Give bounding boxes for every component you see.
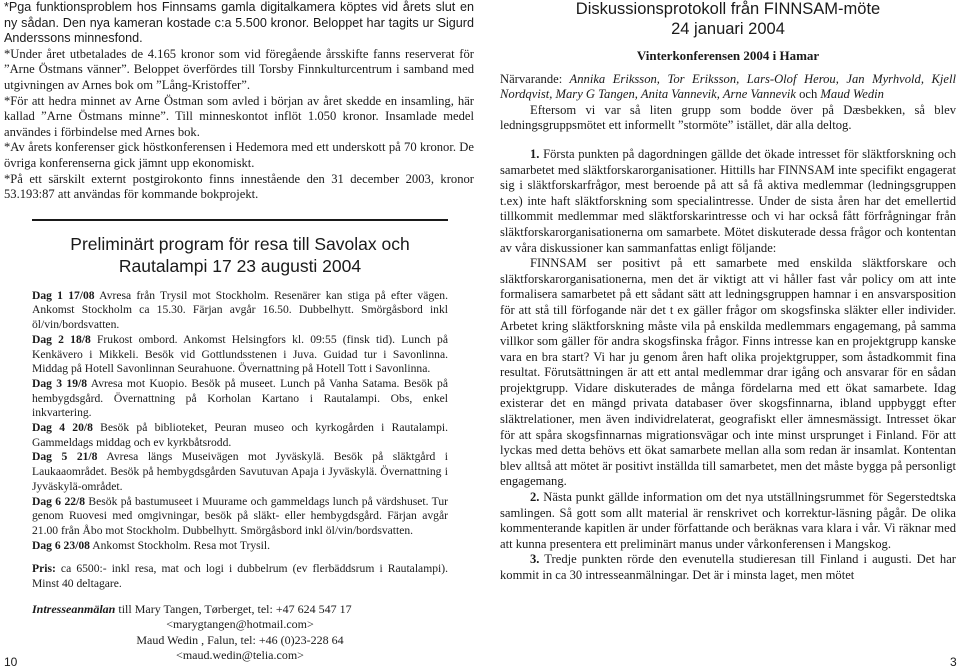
- program-price: [32, 562, 448, 591]
- point-1-summary: FINNSAM ser positivt på ett samarbete med enskilda släktforskare och släktforskarorganisationerna, men det är viktigt att vi håller fast vår policy om att inte formalisera samarbetet på ett sådant sätt att ledningsgruppen hamnar i en ansvarsposition för att stå till förfogande när det t ex gäller frågor om skogsfinska släkter eller individer. Arbetet kring släktforskning måste vila på enskilda medlemmars engagemang, på samma villkor som gäller för andra skogsfinska frågor. Finns intresse kan en projektgrupp kanske vara en bra start? Vi har ju genom åren haft olika projektgrupper, som åstadkommit fina resultat. Förutsättningen är att ett antal medlemmar drar igång och ansvarar för en sådan projektgrupp. Vidare diskuterades de många fördelarna med ett ökat samarbete. Idag existerar det en mängd privata databaser över skogsfinnarna, ibland uppbyggt efter släktrelationer, men även individrelaterat, geografiskt eller ämnesmässigt. Intresset ökar för att spåra skogsfinnarnas migrationsvägar och inte minst ursprunget i Finland. För att lyckas med detta behövs ett ökat samarbete mellan alla som redan är insamlat. Kontentan blev alltså att mötet är positivt inställda till samarbetet, men det måste bygga på personligt engagemang.: [500, 256, 956, 489]
- day-text: Ankomst Stockholm. Resa mot Trysil.: [89, 538, 271, 552]
- attendees: [500, 72, 956, 103]
- program-day-2: [32, 333, 448, 377]
- right-column: [500, 0, 956, 584]
- day-label: Dag 2 18/8: [32, 332, 91, 346]
- program-day-3: [32, 377, 448, 421]
- day-text: Avresa från Trysil mot Stockholm. Resenärer kan stiga på efter vägen. Ankomst Stockholm ca 15.30. Färjan avgår 16.50. Dubbelhytt. Smörgåsbord inkl öl/vin/bordsvatten.: [32, 288, 448, 332]
- day-text: Besök på biblioteket, Peuran museo och kyrkogården i Rautalampi. Gammeldags middag och ev kyrkbåtsrodd.: [32, 421, 449, 449]
- meeting-context: Eftersom vi var så liten grupp som bodde över på Dæsbekken, så blev ledningsgruppsmötet ett informellt ”stormöte” istället, där alla deltog.: [500, 102, 956, 133]
- day-text: Avresa längs Museivägen mot Jyväskylä. Besök på släktgård i Laukaaområdet. Besök på hembygdsgården Savutuvan Apaja i Jyväskylä. Övernattning i Jyväskylä-området.: [32, 450, 448, 493]
- price-label: Pris:: [32, 562, 56, 576]
- point-2: [500, 490, 956, 552]
- interest-line1: [32, 602, 448, 618]
- day-text: Avresa mot Kuopio. Besök på museet. Lunch på Vanha Satama. Besök på hembygdsgård. Övernattning på Korholan Kartano i Rautalampi. Obs, enkel inkvartering.: [32, 376, 448, 420]
- point-2-text: Nästa punkt gällde information om det nya utställningsrummet för Segerstedtska samlingen. Så gott som allt material är renskrivet och korrektur-läsning pågår. De olika kommenterande kapitlen är under författande och beräknas vara klara i vår. Vi räknar med att kunna presentera ett preliminärt manus under vårkonferensen i Mangskog.: [500, 490, 956, 551]
- day-text: Frukost ombord. Ankomst Helsingfors kl. 09:55 (finsk tid). Lunch på Kenkävero i Mikkeli. Besök vid Gottlundsstenen i Juva. Guidad tur i Savonlinna. Middag på Hotell Savonlinnan Seurahuone. Övernattning på Hotell Tott i Savonlinna.: [32, 332, 448, 376]
- day-label: Dag 1 17/08: [32, 288, 95, 302]
- page-number-right: 3: [950, 655, 957, 669]
- protocol-title-line2: 24 januari 2004: [671, 19, 785, 38]
- program-title: [32, 233, 448, 277]
- day-label: Dag 6 23/08: [32, 538, 90, 552]
- program-day-5: [32, 450, 448, 494]
- interest-contact-maud: Maud Wedin , Falun, tel: +46 (0)23-228 64: [136, 632, 344, 647]
- point-1: [500, 147, 956, 256]
- note-conferences: *Av årets konferenser gick höstkonferensen i Hedemora med ett underskott på 70 kronor. De övriga konferenserna gick jämnt upp ekonomiskt.: [4, 140, 474, 170]
- program-day-7: [32, 539, 448, 554]
- program-title-line2: Rautalampi 17 23 augusti 2004: [118, 255, 362, 276]
- protocol-subtitle: Vinterkonferensen 2004 i Hamar: [636, 48, 820, 63]
- program-day-6: [32, 495, 448, 539]
- point-3: [500, 552, 956, 583]
- price-text: ca 6500:- inkl resa, mat och logi i dubbelrum (ev flerbäddsrum i Rautalampi). Minst 40 deltagare.: [32, 562, 448, 591]
- day-label: Dag 4 20/8: [32, 421, 93, 435]
- attendees-label: Närvarande:: [500, 71, 563, 86]
- note-arne-memory: *För att hedra minnet av Arne Östman som avled i början av året skedde en insamling, här kallad ”Arne Östmans minne”. Till minneskontot inflöt 1.050 kronor. Insamlade medel användes i förbindelse med Arnes bok.: [4, 93, 474, 139]
- interest-contact-mary: till Mary Tangen, Tørberget, tel: +47 624 547 17: [115, 601, 352, 616]
- protocol-title-line1: Diskussionsprotokoll från FINNSAM-möte: [575, 0, 881, 18]
- day-label: Dag 3 19/8: [32, 376, 88, 390]
- protocol-title: [500, 0, 956, 39]
- interest-email-maud[interactable]: <maud.wedin@telia.com>: [176, 648, 304, 663]
- interest-label: Intresseanmälan: [32, 601, 116, 616]
- attendees-names: Annika Eriksson, Tor Eriksson, Lars-Olof Herou, Jan Myrhvold, Kjell Nordqvist, Mary G Tangen, Anita Vannevik, Arne Vannevik: [500, 71, 956, 102]
- note-camera: *Pga funktionsproblem hos Finnsams gamla digitalkamera köptes vid årets slut en ny sådan. Den nya kameran kostade c:a 5.500 kronor. Beloppet har tagits ur Sigurd Anderssons minnesfond.: [4, 0, 474, 46]
- interest-registration: [32, 602, 448, 664]
- day-text: Besök på bastumuseet i Muurame och gammeldags lunch på värdshuset. Tur genom Ruovesi med omgivningar, besök på släkt- eller hembygdsgård. Färjan avgår 21.00 från Åbo mot Stockholm. Dubbelhytt. Smörgåsbord inkl öl/vin/bordsvatten.: [32, 494, 448, 537]
- note-arne-friends: *Under året utbetalades de 4.165 kronor som vid föregående årsskifte fanns reserverat för ”Arne Östmans vänner”. Beloppet överfördes till Torsby Finnkulturcentrum i samband med utgivningen av Arnes bok om ”Lång-Kristoffer”.: [4, 46, 474, 92]
- point-3-text: Tredje punkten rörde den evenutella studieresan till Finland i augusti. Det har kommit in ca 30 intresseanmälningar. Det är i minsta laget, men mötet: [500, 552, 956, 582]
- point-1-text: Första punkten på dagordningen gällde det ökade intresset för släktforskning och samarbetet med släktforskarorganisationer. Hittills har FINNSAM inte specifikt engagerat sig i släktforskarfrågor, mest beroende på att så få aktiva medlemmar (ledningsgruppen t.ex) inte haft släktforskning som specialintresse. Under de sista åren har det emellertid tillkommit medlemmar med släktforskarintresse och vi har också fått förfrågningar från släktforskarorganisationerna om samarbete. Mötet diskuterade dessa frågor och kontentan av våra diskussioner kan sammanfattas enligt följande:: [500, 146, 956, 255]
- interest-email-mary[interactable]: <marygtangen@hotmail.com>: [166, 617, 314, 632]
- program-day-4: [32, 421, 448, 450]
- travel-program-box: [32, 219, 448, 664]
- day-label: Dag 6 22/8: [32, 494, 86, 508]
- day-label: Dag 5 21/8: [32, 450, 98, 464]
- point-3-number: 3.: [530, 552, 540, 567]
- page-number-left: 10: [4, 655, 18, 669]
- attendees-last: Maud Wedin: [820, 87, 884, 102]
- point-2-number: 2.: [530, 490, 540, 505]
- left-column: [4, 0, 474, 664]
- program-day-1: [32, 289, 448, 333]
- point-1-number: 1.: [530, 146, 540, 161]
- note-postgiro: *På ett särskilt externt postgirokonto finns innestående den 31 december 2003, kronor 53.193:87 att användas för kommande bokprojekt.: [4, 171, 474, 202]
- finance-notes: [4, 0, 474, 203]
- attendees-och: och: [795, 87, 821, 102]
- program-title-line1: Preliminärt program för resa till Savolax och: [70, 233, 410, 254]
